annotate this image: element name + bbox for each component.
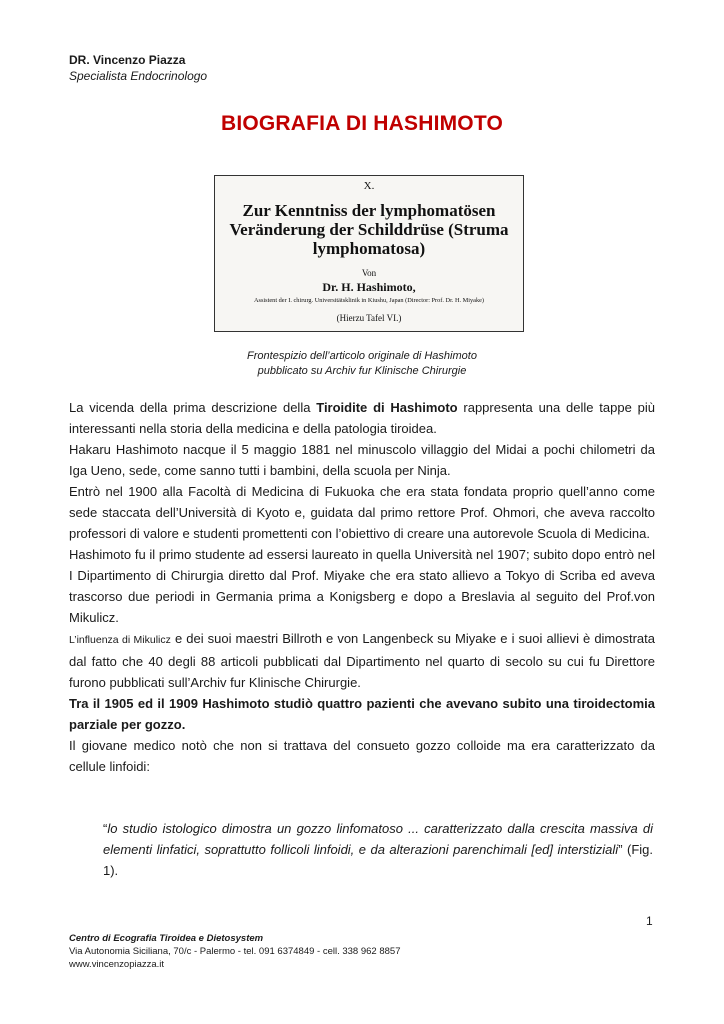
quote-close: ” (Fig. 1).	[103, 842, 653, 878]
paragraph-4: Hashimoto fu il primo studente ad essersi laureato in quella Università nel 1907; subito dopo entrò nel I Dipartimento di Chirurgia diretto dal Prof. Miyake che era stato allievo a Tokyo di Scriba ed aveva trascorso due periodi in Germania prima a Konigsberg e dopo a Breslavia al seguito del Prof.von Mikulicz.	[69, 547, 655, 625]
paragraph-3: Entrò nel 1900 alla Facoltà di Medicina di Fukuoka che era stata fondata proprio quell’anno come sede staccata dell’Università di Kyoto e, guidata dal primo rettore Prof. Ohmori, che aveva raccolto professori di valore e studenti promettenti con l’obiettivo di creare una autorevole Scuola di Medicina.	[69, 484, 655, 541]
footer-center-name: Centro di Ecografia Tiroidea e Dietosystem	[69, 933, 264, 944]
article-frontispiece-image	[214, 175, 524, 332]
figure-title-line-3: lymphomatosa)	[312, 239, 426, 258]
figure-title-line-1: Zur Kenntniss der lymphomatösen	[242, 201, 496, 220]
page-header	[69, 52, 207, 84]
paragraph-1-bold: Tiroidite di Hashimoto	[316, 400, 458, 415]
paragraph-2: Hakaru Hashimoto nacque il 5 maggio 1881 nel minuscolo villaggio del Midai a pochi chilometri da Iga Ueno, sede, come sanno tutti i bambini, della scuola per Ninja.	[69, 442, 655, 478]
figure-caption	[0, 349, 724, 379]
caption-line-1: Frontespizio dell’articolo originale di Hashimoto	[247, 350, 477, 362]
author-role: Specialista Endocrinologo	[69, 69, 208, 83]
figure-tafel-note: (Hierzu Tafel VI.)	[336, 313, 402, 323]
paragraph-7: Il giovane medico notò che non si trattava del consueto gozzo colloide ma era caratterizzato da cellule linfoidi:	[69, 738, 655, 774]
footer-website[interactable]: www.vincenzopiazza.it	[69, 959, 165, 970]
paragraph-5-small: L’influenza di Mikulicz	[69, 634, 171, 646]
figure-von: Von	[361, 268, 377, 278]
figure-affiliation: Assistent der I. chirurg. Universitätsklinik in Kiushu, Japan (Director: Prof. Dr. H. Miyake)	[253, 297, 485, 304]
quote-open-mark: “	[103, 821, 108, 836]
paragraph-1-start: La vicenda della prima descrizione della	[69, 400, 317, 415]
quote-text: lo studio istologico dimostra un gozzo linfomatoso ... caratterizzato dalla crescita massiva di elementi linfatici, soprattutto follicoli linfoidi, e da alterazioni parenchimali [ed] interstiziali	[103, 821, 653, 857]
paragraph-6: Tra il 1905 ed il 1909 Hashimoto studiò quattro pazienti che avevano subito una tiroidectomia parziale per gozzo.	[69, 696, 655, 732]
figure-article-number: X.	[363, 180, 375, 192]
figure-article-title	[219, 201, 519, 258]
paragraph-1	[69, 397, 655, 439]
author-name: DR. Vincenzo Piazza	[69, 53, 186, 67]
block-quote	[103, 818, 653, 881]
paragraph-5	[69, 628, 655, 693]
paragraph-5-rest: e dei suoi maestri Billroth e von Langenbeck su Miyake e i suoi allievi è dimostrata dal fatto che 40 degli 88 articoli pubblicati dal Dipartimento nel quarto di secolo su cui fu Direttore furono pubblicati sull’Archiv fur Klinische Chirurgie.	[69, 631, 656, 690]
figure-title-line-2: Veränderung der Schilddrüse (Struma	[229, 220, 509, 239]
paragraph-1-end: rappresenta una delle tappe più interessanti nella storia della medicina e della patologia tiroidea.	[69, 400, 655, 436]
page-footer	[69, 932, 400, 971]
document-title: BIOGRAFIA DI HASHIMOTO	[220, 112, 504, 135]
caption-line-2: pubblicato su Archiv fur Klinische Chirurgie	[257, 365, 467, 377]
footer-address: Via Autonomia Siciliana, 70/c - Palermo - tel. 091 6374849 - cell. 338 962 8857	[69, 946, 401, 957]
figure-author: Dr. H. Hashimoto,	[322, 280, 416, 294]
body-text	[69, 397, 655, 777]
page-number: 1	[646, 914, 653, 928]
